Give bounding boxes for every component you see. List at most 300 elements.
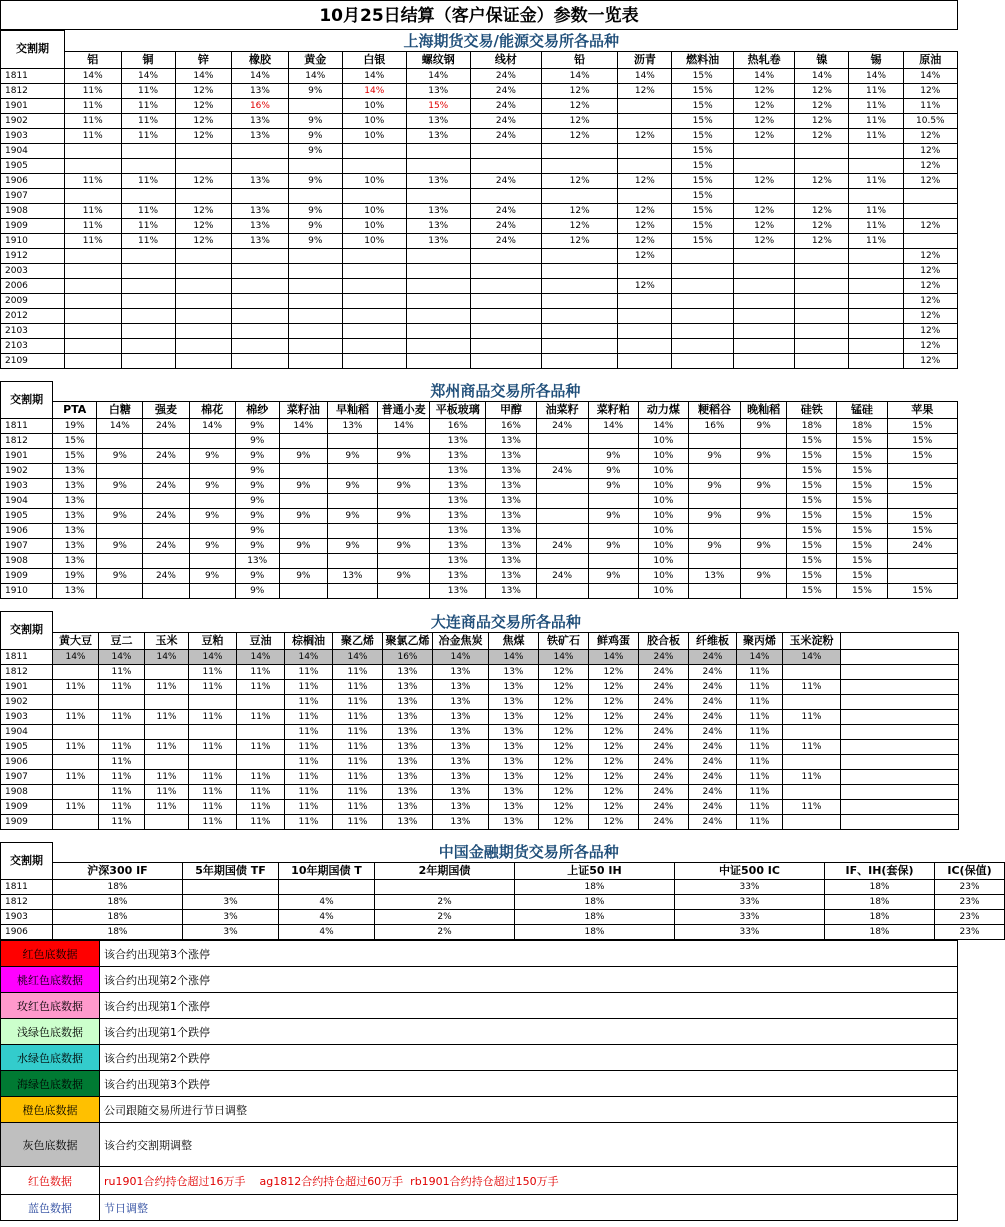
- czce-value-cell: 13%: [53, 494, 97, 509]
- shfe-value-cell: [232, 353, 289, 368]
- shfe-value-cell: 12%: [903, 323, 957, 338]
- cffex-col-header: 2年期国债: [375, 863, 515, 880]
- shfe-period-cell: 1912: [1, 248, 65, 263]
- czce-col-header: 棉花: [189, 402, 235, 419]
- shfe-value-cell: 12%: [795, 173, 849, 188]
- shfe-value-cell: [288, 308, 342, 323]
- shfe-value-cell: [342, 263, 406, 278]
- cffex-value-cell: 23%: [935, 910, 1005, 925]
- czce-value-cell: 18%: [787, 419, 837, 434]
- czce-value-cell: [279, 554, 327, 569]
- shfe-value-cell: [470, 293, 541, 308]
- dce-value-cell: 12%: [589, 814, 639, 829]
- shfe-value-cell: [795, 158, 849, 173]
- dce-value-cell: 24%: [639, 709, 689, 724]
- shfe-value-cell: [121, 278, 175, 293]
- dce-data-row: [1, 754, 959, 769]
- shfe-col-header: 橡胶: [232, 51, 289, 68]
- shfe-data-row: [1, 263, 958, 278]
- dce-value-cell: 11%: [99, 799, 145, 814]
- dce-value-cell: [99, 694, 145, 709]
- dce-value-cell: 13%: [489, 739, 539, 754]
- shfe-value-cell: 12%: [618, 218, 672, 233]
- shfe-value-cell: 12%: [795, 113, 849, 128]
- shfe-value-cell: [795, 353, 849, 368]
- shfe-value-cell: [795, 188, 849, 203]
- dce-value-cell: 11%: [333, 694, 383, 709]
- cffex-value-cell: 3%: [183, 910, 279, 925]
- dce-period-cell: 1907: [1, 769, 53, 784]
- cffex-value-cell: 18%: [825, 925, 935, 940]
- dce-contract-label: 交割期: [1, 612, 53, 650]
- legend-description: 该合约出现第1个跌停: [100, 1019, 958, 1045]
- dce-period-cell: 1909: [1, 799, 53, 814]
- cffex-value-cell: 18%: [53, 880, 183, 895]
- czce-value-cell: 9%: [378, 449, 430, 464]
- czce-value-cell: 9%: [741, 449, 787, 464]
- shfe-value-cell: [342, 143, 406, 158]
- dce-value-cell: 13%: [383, 754, 433, 769]
- shfe-value-cell: 13%: [232, 173, 289, 188]
- czce-value-cell: [189, 524, 235, 539]
- czce-value-cell: [327, 464, 377, 479]
- dce-value-cell: 24%: [689, 679, 737, 694]
- shfe-data-row: [1, 233, 958, 248]
- czce-value-cell: 9%: [378, 479, 430, 494]
- czce-value-cell: 15%: [787, 434, 837, 449]
- shfe-value-cell: [903, 203, 957, 218]
- dce-value-cell: 11%: [145, 784, 189, 799]
- dce-value-cell: 11%: [783, 769, 841, 784]
- dce-value-cell: 12%: [589, 784, 639, 799]
- dce-period-cell: 1908: [1, 784, 53, 799]
- shfe-col-header: 黄金: [288, 51, 342, 68]
- shfe-value-cell: [288, 323, 342, 338]
- dce-value-cell: 24%: [689, 724, 737, 739]
- czce-value-cell: [688, 584, 740, 599]
- shfe-period-cell: 1901: [1, 98, 65, 113]
- cffex-col-header: 上证50 IH: [515, 863, 675, 880]
- dce-value-cell: [145, 754, 189, 769]
- shfe-data-row: [1, 128, 958, 143]
- dce-data-row: [1, 784, 959, 799]
- czce-value-cell: 14%: [189, 419, 235, 434]
- shfe-value-cell: 12%: [175, 113, 232, 128]
- dce-value-cell: 12%: [539, 724, 589, 739]
- shfe-value-cell: 12%: [618, 173, 672, 188]
- shfe-value-cell: [542, 188, 618, 203]
- czce-value-cell: 13%: [53, 554, 97, 569]
- shfe-value-cell: [542, 293, 618, 308]
- czce-value-cell: [97, 554, 143, 569]
- shfe-value-cell: 14%: [542, 68, 618, 83]
- shfe-value-cell: 10%: [342, 218, 406, 233]
- shfe-value-cell: 24%: [470, 113, 541, 128]
- czce-value-cell: 13%: [688, 569, 740, 584]
- dce-col-header: 聚氯乙烯: [383, 632, 433, 649]
- czce-value-cell: 9%: [97, 449, 143, 464]
- shfe-value-cell: 11%: [64, 113, 121, 128]
- legend-row: [1, 1019, 958, 1045]
- czce-col-header: 菜籽油: [279, 402, 327, 419]
- shfe-value-cell: 24%: [470, 218, 541, 233]
- shfe-value-cell: [672, 293, 733, 308]
- shfe-value-cell: 11%: [64, 233, 121, 248]
- czce-data-row: [1, 509, 958, 524]
- dce-col-header: 铁矿石: [539, 632, 589, 649]
- czce-value-cell: [97, 524, 143, 539]
- dce-value-cell: 13%: [383, 679, 433, 694]
- czce-value-cell: [143, 584, 189, 599]
- shfe-col-header: 热轧卷: [733, 51, 794, 68]
- shfe-value-cell: 12%: [175, 233, 232, 248]
- dce-data-row: [1, 664, 959, 679]
- dce-value-cell: 14%: [285, 649, 333, 664]
- shfe-value-cell: 11%: [121, 98, 175, 113]
- czce-value-cell: [143, 554, 189, 569]
- dce-value-cell: 11%: [285, 709, 333, 724]
- shfe-value-cell: [795, 278, 849, 293]
- dce-value-cell: 11%: [737, 754, 783, 769]
- shfe-value-cell: 12%: [795, 128, 849, 143]
- shfe-value-cell: 11%: [64, 128, 121, 143]
- dce-value-cell: [99, 724, 145, 739]
- shfe-value-cell: 12%: [542, 83, 618, 98]
- dce-value-cell: 14%: [189, 649, 237, 664]
- dce-value-cell: 12%: [589, 724, 639, 739]
- shfe-value-cell: 24%: [470, 203, 541, 218]
- shfe-value-cell: 13%: [232, 113, 289, 128]
- shfe-value-cell: [342, 248, 406, 263]
- legend-row: [1, 1195, 958, 1221]
- czce-value-cell: [887, 554, 957, 569]
- dce-value-cell: 12%: [589, 679, 639, 694]
- dce-value-cell: 14%: [145, 649, 189, 664]
- shfe-value-cell: [175, 188, 232, 203]
- dce-value-cell: 14%: [783, 649, 841, 664]
- czce-value-cell: 9%: [378, 569, 430, 584]
- dce-col-header: 鲜鸡蛋: [589, 632, 639, 649]
- czce-value-cell: 13%: [430, 434, 486, 449]
- czce-value-cell: 15%: [837, 449, 887, 464]
- cffex-value-cell: 2%: [375, 895, 515, 910]
- dce-value-cell: 11%: [99, 814, 145, 829]
- shfe-data-row: [1, 173, 958, 188]
- czce-value-cell: 9%: [588, 569, 638, 584]
- dce-value-cell: [53, 694, 99, 709]
- dce-empty-cell: [841, 709, 959, 724]
- czce-value-cell: 24%: [143, 539, 189, 554]
- dce-value-cell: 13%: [489, 784, 539, 799]
- czce-value-cell: 9%: [588, 509, 638, 524]
- dce-value-cell: 13%: [433, 709, 489, 724]
- czce-table: [0, 381, 958, 600]
- shfe-col-header: 燃料油: [672, 51, 733, 68]
- dce-value-cell: 24%: [689, 754, 737, 769]
- shfe-value-cell: [406, 248, 470, 263]
- czce-section: [0, 381, 958, 600]
- czce-data-row: [1, 479, 958, 494]
- shfe-value-cell: 12%: [903, 173, 957, 188]
- shfe-period-cell: 1811: [1, 68, 65, 83]
- shfe-contract-label: 交割期: [1, 31, 65, 69]
- dce-col-header: 聚乙烯: [333, 632, 383, 649]
- czce-value-cell: 9%: [688, 449, 740, 464]
- shfe-period-cell: 2009: [1, 293, 65, 308]
- dce-value-cell: 12%: [589, 769, 639, 784]
- shfe-value-cell: 12%: [542, 98, 618, 113]
- legend-row: [1, 967, 958, 993]
- czce-value-cell: 15%: [787, 449, 837, 464]
- shfe-value-cell: [618, 323, 672, 338]
- shfe-value-cell: 15%: [672, 233, 733, 248]
- dce-value-cell: 12%: [589, 754, 639, 769]
- section-gap: [0, 599, 958, 611]
- dce-value-cell: 14%: [489, 649, 539, 664]
- dce-value-cell: 12%: [539, 694, 589, 709]
- czce-value-cell: 13%: [430, 494, 486, 509]
- legend-description: 该合约出现第1个涨停: [100, 993, 958, 1019]
- czce-value-cell: 10%: [638, 539, 688, 554]
- czce-value-cell: 13%: [486, 539, 536, 554]
- dce-value-cell: [237, 694, 285, 709]
- shfe-value-cell: 14%: [64, 68, 121, 83]
- shfe-col-header: 白银: [342, 51, 406, 68]
- dce-data-row: [1, 814, 959, 829]
- czce-value-cell: 16%: [430, 419, 486, 434]
- shfe-value-cell: [121, 263, 175, 278]
- shfe-value-cell: [733, 248, 794, 263]
- czce-value-cell: [588, 494, 638, 509]
- dce-value-cell: 11%: [189, 679, 237, 694]
- shfe-value-cell: 12%: [175, 203, 232, 218]
- shfe-value-cell: 15%: [672, 143, 733, 158]
- shfe-value-cell: 11%: [849, 83, 903, 98]
- shfe-value-cell: 11%: [121, 233, 175, 248]
- shfe-value-cell: 12%: [903, 128, 957, 143]
- dce-value-cell: 12%: [539, 664, 589, 679]
- shfe-value-cell: [232, 158, 289, 173]
- cffex-exchange-row: [1, 842, 1005, 863]
- dce-value-cell: 11%: [783, 739, 841, 754]
- czce-value-cell: 9%: [378, 509, 430, 524]
- legend-swatch: 浅绿色底数据: [1, 1019, 100, 1045]
- shfe-value-cell: 12%: [903, 353, 957, 368]
- shfe-value-cell: [470, 278, 541, 293]
- dce-period-cell: 1901: [1, 679, 53, 694]
- dce-section: [0, 611, 958, 830]
- shfe-value-cell: [121, 338, 175, 353]
- shfe-period-cell: 1907: [1, 188, 65, 203]
- shfe-period-cell: 1903: [1, 128, 65, 143]
- dce-value-cell: 13%: [433, 739, 489, 754]
- czce-col-header: 动力煤: [638, 402, 688, 419]
- dce-value-cell: 13%: [433, 694, 489, 709]
- czce-value-cell: [588, 584, 638, 599]
- czce-value-cell: 9%: [588, 449, 638, 464]
- dce-value-cell: 24%: [689, 739, 737, 754]
- shfe-value-cell: [733, 353, 794, 368]
- dce-value-cell: 11%: [737, 694, 783, 709]
- dce-value-cell: 12%: [589, 709, 639, 724]
- czce-value-cell: 15%: [53, 434, 97, 449]
- shfe-value-cell: [232, 308, 289, 323]
- shfe-data-row: [1, 68, 958, 83]
- shfe-value-cell: [618, 308, 672, 323]
- shfe-value-cell: 24%: [470, 98, 541, 113]
- dce-value-cell: [145, 664, 189, 679]
- czce-value-cell: 9%: [279, 479, 327, 494]
- czce-value-cell: [887, 569, 957, 584]
- shfe-table: [0, 30, 958, 369]
- dce-value-cell: 11%: [333, 679, 383, 694]
- cffex-period-cell: 1903: [1, 910, 53, 925]
- dce-col-header: 豆粕: [189, 632, 237, 649]
- dce-value-cell: 11%: [145, 799, 189, 814]
- czce-value-cell: 9%: [279, 509, 327, 524]
- czce-value-cell: [588, 554, 638, 569]
- dce-value-cell: 11%: [99, 769, 145, 784]
- shfe-col-header: 沥青: [618, 51, 672, 68]
- dce-value-cell: 11%: [189, 769, 237, 784]
- shfe-value-cell: 10%: [342, 98, 406, 113]
- cffex-value-cell: 18%: [515, 880, 675, 895]
- cffex-header-row: [1, 863, 1005, 880]
- czce-value-cell: 15%: [787, 479, 837, 494]
- czce-value-cell: [378, 494, 430, 509]
- dce-value-cell: 11%: [285, 814, 333, 829]
- shfe-value-cell: [849, 293, 903, 308]
- dce-value-cell: 11%: [189, 739, 237, 754]
- cffex-data-row: [1, 925, 1005, 940]
- czce-value-cell: [588, 434, 638, 449]
- cffex-section: [0, 842, 992, 941]
- dce-value-cell: 11%: [145, 709, 189, 724]
- dce-exchange-row: [1, 612, 959, 633]
- czce-data-row: [1, 584, 958, 599]
- czce-value-cell: 13%: [430, 479, 486, 494]
- shfe-value-cell: 11%: [121, 218, 175, 233]
- czce-value-cell: 15%: [837, 464, 887, 479]
- shfe-value-cell: 15%: [672, 173, 733, 188]
- czce-value-cell: 15%: [837, 524, 887, 539]
- cffex-value-cell: 18%: [515, 925, 675, 940]
- czce-value-cell: 15%: [837, 569, 887, 584]
- czce-value-cell: 9%: [97, 569, 143, 584]
- czce-value-cell: 14%: [97, 419, 143, 434]
- shfe-value-cell: [795, 338, 849, 353]
- shfe-value-cell: 12%: [618, 278, 672, 293]
- shfe-data-row: [1, 218, 958, 233]
- shfe-value-cell: [849, 353, 903, 368]
- dce-value-cell: 11%: [333, 814, 383, 829]
- dce-value-cell: [53, 784, 99, 799]
- shfe-value-cell: 12%: [733, 173, 794, 188]
- dce-empty-cell: [841, 649, 959, 664]
- dce-value-cell: 24%: [639, 754, 689, 769]
- shfe-period-cell: 1904: [1, 143, 65, 158]
- shfe-value-cell: 13%: [406, 113, 470, 128]
- shfe-value-cell: 12%: [542, 113, 618, 128]
- dce-value-cell: 24%: [639, 679, 689, 694]
- dce-value-cell: 12%: [589, 739, 639, 754]
- czce-value-cell: 13%: [486, 554, 536, 569]
- shfe-value-cell: 13%: [232, 233, 289, 248]
- czce-value-cell: [97, 434, 143, 449]
- czce-value-cell: [741, 434, 787, 449]
- czce-value-cell: 19%: [53, 569, 97, 584]
- shfe-value-cell: 11%: [903, 98, 957, 113]
- czce-value-cell: 13%: [430, 554, 486, 569]
- czce-col-header: 早籼稻: [327, 402, 377, 419]
- shfe-value-cell: 12%: [733, 83, 794, 98]
- czce-value-cell: [279, 494, 327, 509]
- czce-value-cell: 13%: [486, 434, 536, 449]
- czce-value-cell: 9%: [741, 509, 787, 524]
- czce-value-cell: 9%: [235, 524, 279, 539]
- cffex-value-cell: 18%: [825, 895, 935, 910]
- shfe-value-cell: [288, 188, 342, 203]
- legend-swatch: 蓝色数据: [1, 1195, 100, 1221]
- czce-value-cell: 9%: [588, 464, 638, 479]
- shfe-value-cell: [288, 338, 342, 353]
- shfe-value-cell: [849, 278, 903, 293]
- dce-value-cell: 14%: [433, 649, 489, 664]
- shfe-value-cell: 12%: [903, 158, 957, 173]
- shfe-value-cell: [121, 323, 175, 338]
- czce-col-header: 棉纱: [235, 402, 279, 419]
- czce-data-row: [1, 464, 958, 479]
- shfe-value-cell: [406, 323, 470, 338]
- shfe-value-cell: 12%: [175, 98, 232, 113]
- czce-value-cell: 13%: [430, 449, 486, 464]
- czce-value-cell: [536, 554, 588, 569]
- shfe-value-cell: 11%: [121, 173, 175, 188]
- cffex-value-cell: [375, 880, 515, 895]
- dce-value-cell: 11%: [99, 754, 145, 769]
- shfe-value-cell: 12%: [795, 83, 849, 98]
- shfe-value-cell: 24%: [470, 173, 541, 188]
- dce-col-header: 纤维板: [689, 632, 737, 649]
- shfe-value-cell: [288, 293, 342, 308]
- czce-value-cell: 9%: [588, 479, 638, 494]
- dce-value-cell: 24%: [639, 769, 689, 784]
- dce-period-cell: 1905: [1, 739, 53, 754]
- dce-value-cell: 11%: [285, 724, 333, 739]
- shfe-value-cell: [542, 263, 618, 278]
- dce-value-cell: 11%: [189, 799, 237, 814]
- shfe-value-cell: [288, 353, 342, 368]
- czce-value-cell: 13%: [430, 524, 486, 539]
- cffex-col-header: 5年期国债 TF: [183, 863, 279, 880]
- dce-value-cell: 11%: [737, 739, 783, 754]
- shfe-value-cell: 15%: [672, 203, 733, 218]
- shfe-value-cell: [121, 248, 175, 263]
- shfe-data-row: [1, 113, 958, 128]
- shfe-value-cell: [470, 338, 541, 353]
- czce-value-cell: 24%: [536, 569, 588, 584]
- dce-value-cell: 11%: [99, 679, 145, 694]
- czce-value-cell: 10%: [638, 434, 688, 449]
- dce-value-cell: 11%: [189, 814, 237, 829]
- czce-value-cell: 9%: [741, 419, 787, 434]
- dce-value-cell: 12%: [539, 709, 589, 724]
- shfe-value-cell: 13%: [406, 203, 470, 218]
- dce-value-cell: 13%: [433, 799, 489, 814]
- shfe-value-cell: 15%: [672, 188, 733, 203]
- shfe-value-cell: [795, 293, 849, 308]
- czce-value-cell: [327, 494, 377, 509]
